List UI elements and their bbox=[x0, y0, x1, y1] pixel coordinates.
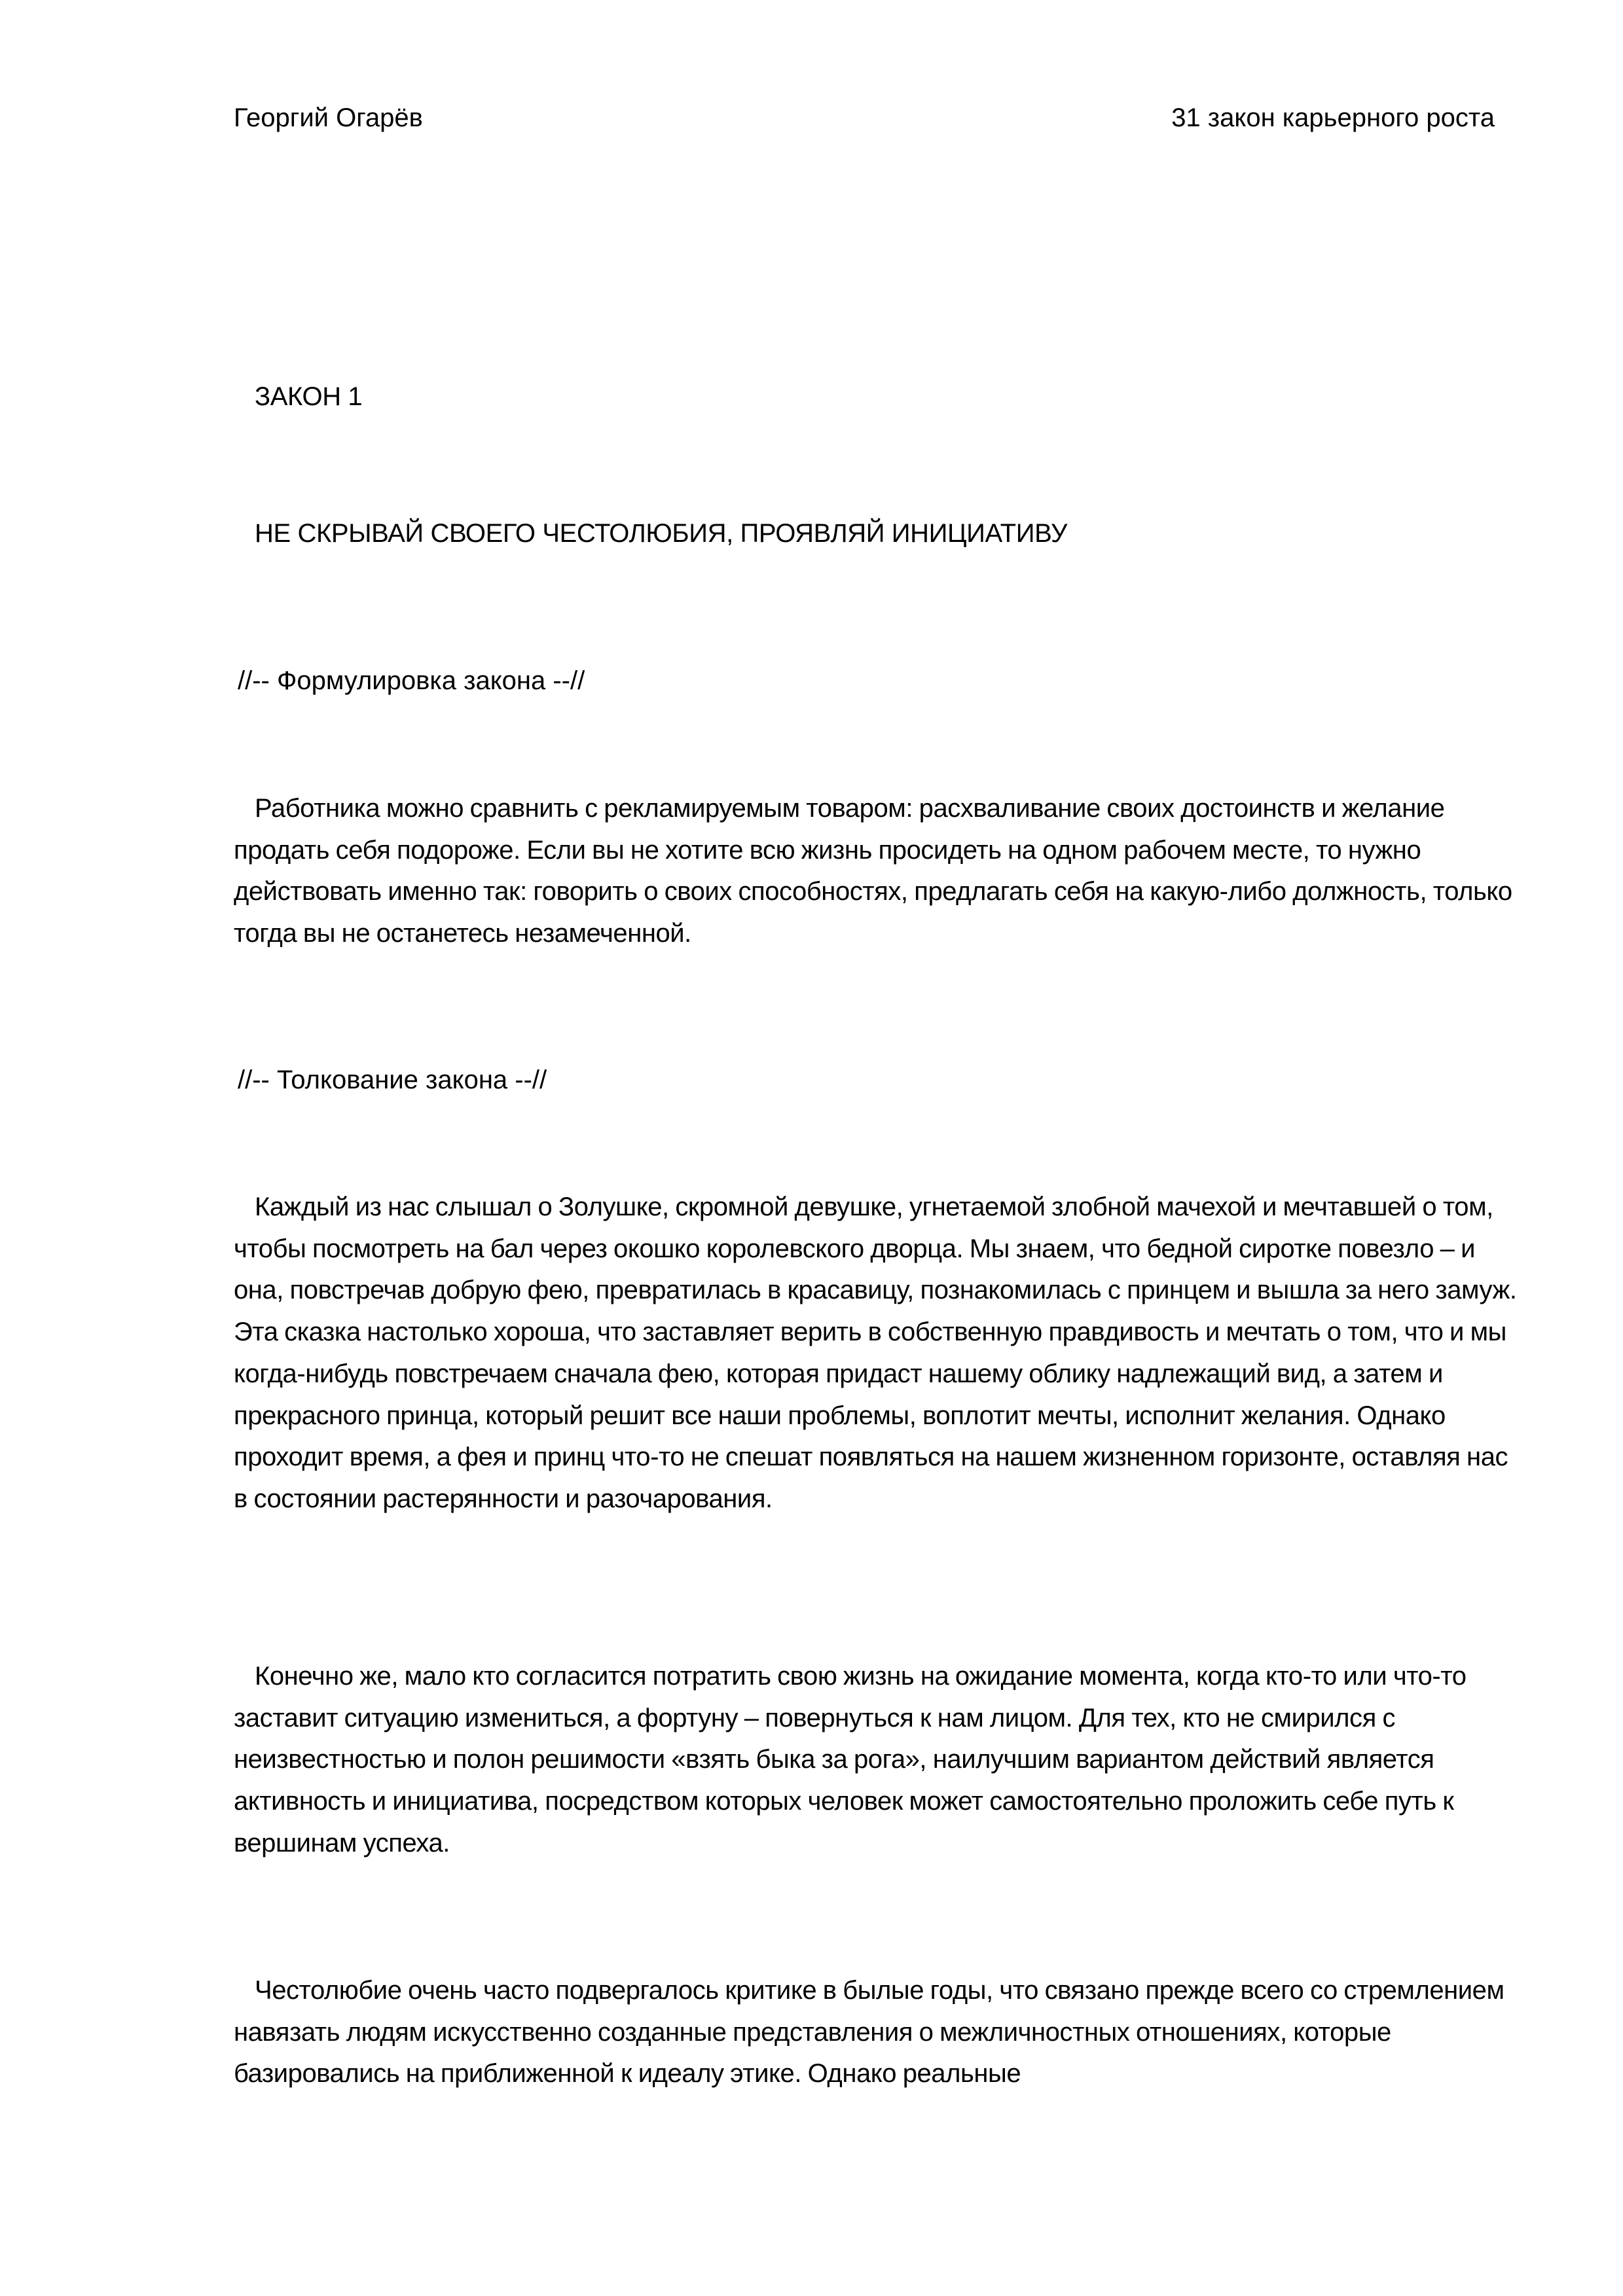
law-number-heading: ЗАКОН 1 bbox=[255, 382, 363, 411]
law-title-heading: НЕ СКРЫВАЙ СВОЕГО ЧЕСТОЛЮБИЯ, ПРОЯВЛЯЙ ИНИЦИАТИВУ bbox=[255, 519, 1068, 548]
page-header bbox=[234, 99, 1495, 136]
paragraph-initiative: Конечно же, мало кто согласится потратить свою жизнь на ожидание момента, когда кто-то или что-то заставит ситуацию измениться, а фортуну – повернуться к нам лицом. Для тех, кто не смирился с неизвестностью и полон решимости «взять быка за рога», наилучшим вариантом действий является активность и инициатива, посредством которых человек может самостоятельно проложить себе путь к вершинам успеха. bbox=[234, 1662, 1467, 1857]
header-author: Георгий Огарёв bbox=[234, 103, 423, 132]
header-book-title: 31 закон карьерного роста bbox=[1171, 103, 1495, 132]
paragraph-ambition: Честолюбие очень часто подвергалось критике в былые годы, что связано прежде всего со стремлением навязать людям искусственно созданные представления о межличностных отношениях, которые базировались на приближенной к идеалу этике. Однако реальные bbox=[234, 1976, 1504, 2089]
paragraph-cinderella: Каждый из нас слышал о Золушке, скромной девушке, угнетаемой злобной мачехой и мечтавшей о том, чтобы посмотреть на бал через окошко королевского дворца. Мы знаем, что бедной сиротке повезло – и она, повстречав добрую фею, превратилась в красавицу, познакомилась с принцем и вышла за него замуж. Эта сказка настолько хороша, что заставляет верить в собственную правдивость и мечтать о том, что и мы когда-нибудь повстречаем сначала фею, которая придаст нашему облику надлежащий вид, а затем и прекрасного принца, который решит все наши проблемы, воплотит мечты, исполнит желания. Однако проходит время, а фея и принц что-то не спешат появляться на нашем жизненном горизонте, оставляя нас в состоянии растерянности и разочарования. bbox=[234, 1193, 1517, 1513]
section-marker-interpretation: //-- Толкование закона --// bbox=[238, 1066, 547, 1094]
section-marker-formulation: //-- Формулировка закона --// bbox=[238, 666, 585, 695]
paragraph-formulation: Работника можно сравнить с рекламируемым товаром: расхваливание своих достоинств и желание продать себя подороже. Если вы не хотите всю жизнь просидеть на одном рабочем месте, то нужно действовать именно так: говорить о своих способностях, предлагать себя на какую-либо должность, только тогда вы не останетесь незамеченной. bbox=[234, 794, 1512, 948]
